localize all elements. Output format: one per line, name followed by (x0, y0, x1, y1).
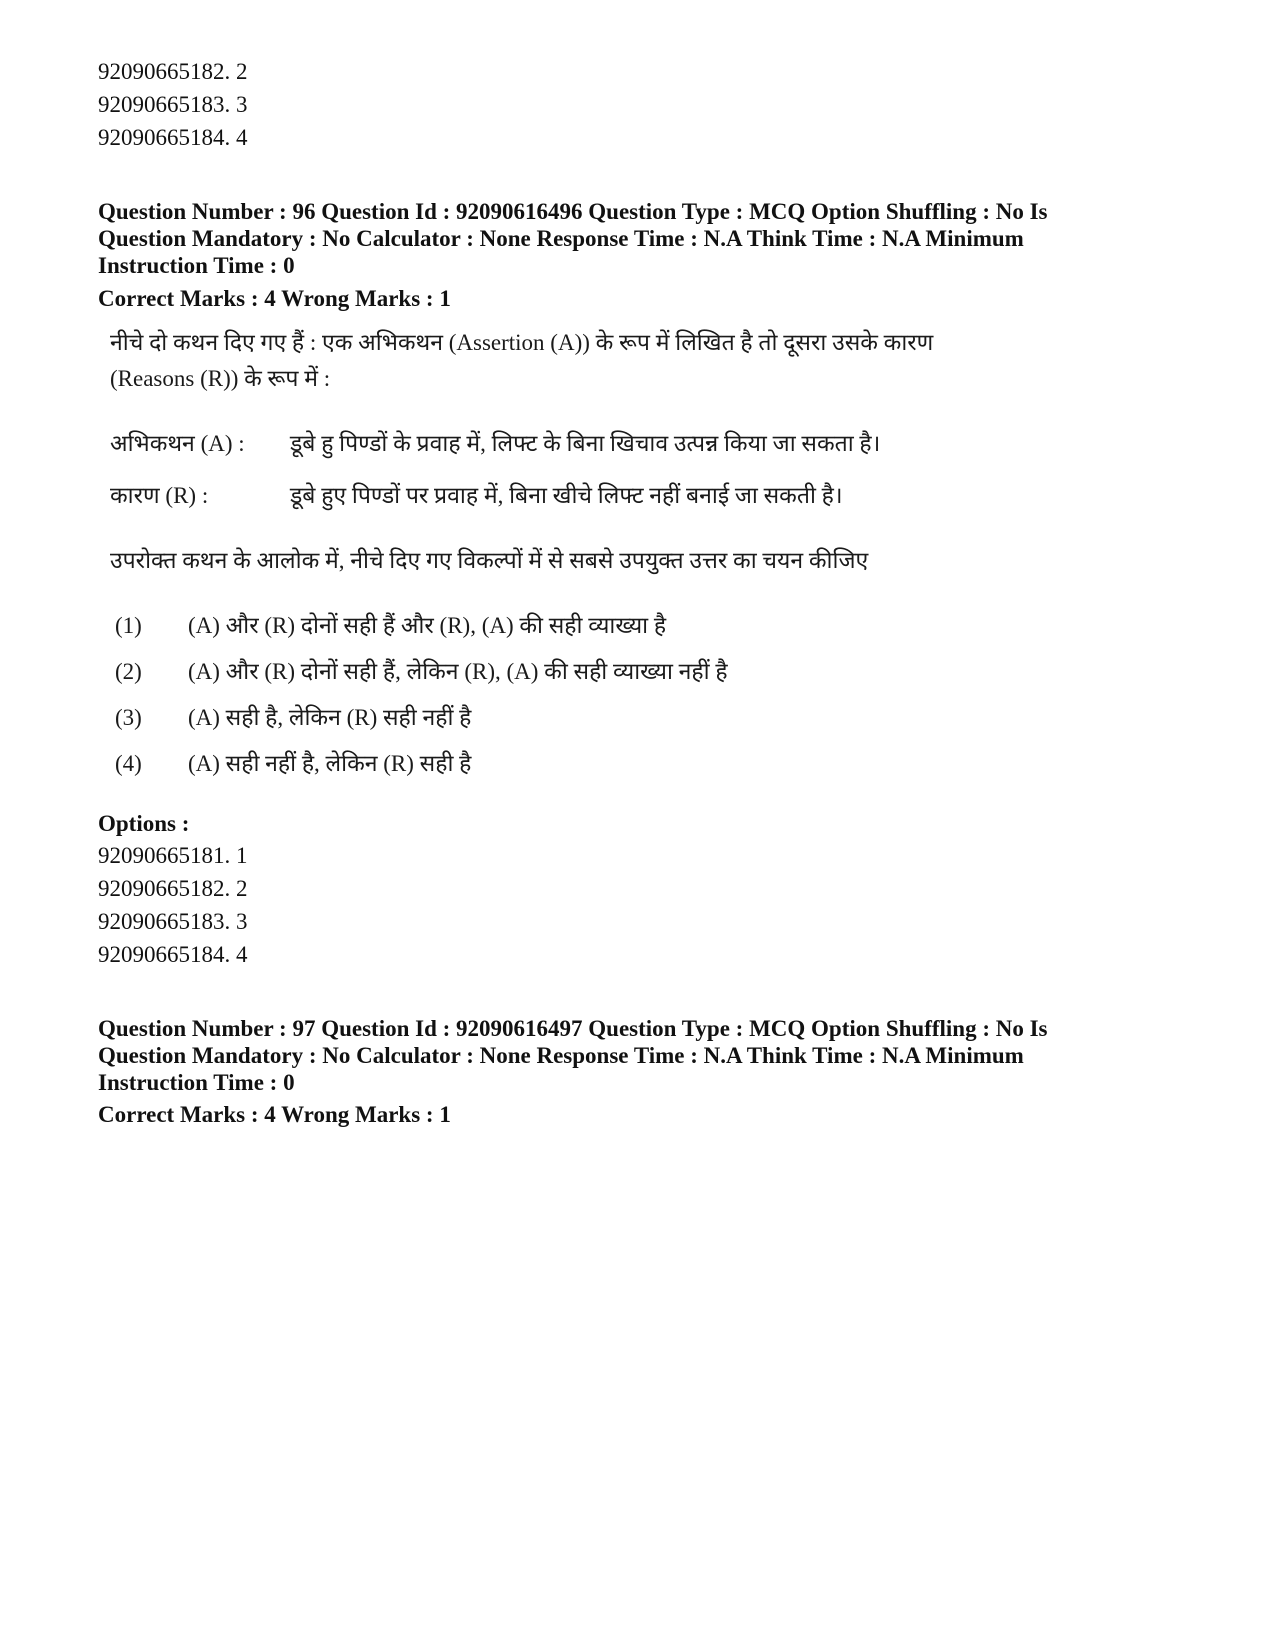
choice-text: (A) और (R) दोनों सही हैं, लेकिन (R), (A) की सही व्याख्या नहीं है (188, 659, 728, 684)
assertion-label: अभिकथन (A) : (110, 431, 245, 456)
q96-intro-line1: नीचे दो कथन दिए गए हैं : एक अभिकथन (Assertion (A)) के रूप में लिखित है तो दूसरा उसके कारण (110, 330, 934, 355)
q97-header-line3: Instruction Time : 0 (98, 1070, 295, 1095)
q96-header-line1: Question Number : 96 Question Id : 92090616496 Question Type : MCQ Option Shuffling : No Is (98, 199, 1048, 224)
reason-label: कारण (R) : (110, 483, 209, 508)
choice-number: (2) (115, 659, 142, 684)
choice-text: (A) और (R) दोनों सही हैं और (R), (A) की सही व्याख्या है (188, 613, 667, 638)
q96-marks: Correct Marks : 4 Wrong Marks : 1 (98, 286, 451, 311)
q97-header-line2: Question Mandatory : No Calculator : None Response Time : N.A Think Time : N.A Minimum (98, 1043, 1024, 1068)
q96-instruction: उपरोक्त कथन के आलोक में, नीचे दिए गए विकल्पों में से सबसे उपयुक्त उत्तर का चयन कीजिए (110, 548, 869, 573)
q96-header-line3: Instruction Time : 0 (98, 253, 295, 278)
q97-header-line1: Question Number : 97 Question Id : 92090616497 Question Type : MCQ Option Shuffling : No Is (98, 1016, 1048, 1041)
q96-header-line2: Question Mandatory : No Calculator : None Response Time : N.A Think Time : N.A Minimum (98, 226, 1024, 251)
q96-options-label: Options : (98, 811, 190, 836)
option-row: 92090665183. 3 (98, 92, 248, 117)
assertion-text: डूबे हु पिण्डों के प्रवाह में, लिफ्ट के बिना खिचाव उत्पन्न किया जा सकता है। (290, 431, 881, 456)
option-row: 92090665183. 3 (98, 909, 248, 934)
option-row: 92090665181. 1 (98, 843, 248, 868)
q96-intro-line2: (Reasons (R)) के रूप में : (110, 366, 331, 391)
option-row: 92090665184. 4 (98, 942, 248, 967)
option-row: 92090665182. 2 (98, 876, 248, 901)
choice-number: (3) (115, 705, 142, 730)
option-row: 92090665182. 2 (98, 59, 248, 84)
option-row: 92090665184. 4 (98, 125, 248, 150)
reason-text: डूबे हुए पिण्डों पर प्रवाह में, बिना खीचे लिफ्ट नहीं बनाई जा सकती है। (290, 483, 843, 508)
q97-marks: Correct Marks : 4 Wrong Marks : 1 (98, 1102, 451, 1127)
choice-number: (4) (115, 751, 142, 776)
choice-number: (1) (115, 613, 142, 638)
choice-text: (A) सही नहीं है, लेकिन (R) सही है (188, 751, 472, 776)
choice-text: (A) सही है, लेकिन (R) सही नहीं है (188, 705, 472, 730)
